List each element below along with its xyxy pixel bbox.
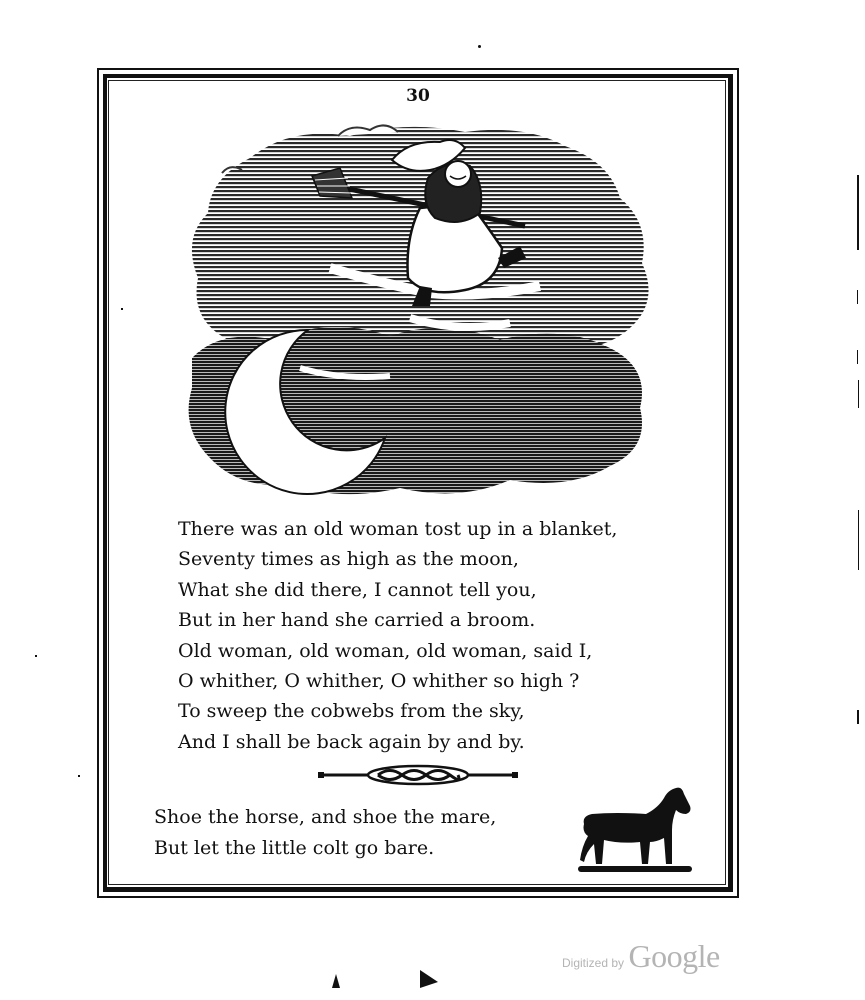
digitized-by-google-watermark bbox=[562, 938, 720, 975]
scan-edge-mark bbox=[857, 290, 858, 304]
scan-edge-mark bbox=[857, 175, 859, 250]
page-number: 30 bbox=[406, 86, 430, 106]
scan-edge-mark bbox=[858, 510, 859, 570]
scan-artifact bbox=[322, 966, 442, 992]
verse-line: To sweep the cobwebs from the sky, bbox=[178, 700, 525, 723]
rhyme-shoe-the-horse bbox=[154, 802, 496, 864]
verse-line: What she did there, I cannot tell you, bbox=[178, 578, 537, 601]
verse-line: And I shall be back again by and by. bbox=[178, 730, 525, 753]
scan-edge-mark bbox=[857, 350, 858, 364]
rope-knot-divider-icon bbox=[318, 764, 518, 786]
horse-silhouette-icon bbox=[576, 786, 696, 878]
scan-speck bbox=[78, 775, 80, 777]
verse-line: There was an old woman tost up in a blanket, bbox=[178, 518, 618, 540]
rhyme-old-woman bbox=[178, 514, 617, 757]
verse-line: But in her hand she carried a broom. bbox=[178, 609, 536, 632]
verse-line: Seventy times as high as the moon, bbox=[178, 548, 519, 571]
scan-speck bbox=[478, 45, 481, 48]
verse-line: Old woman, old woman, old woman, said I, bbox=[178, 639, 593, 662]
verse-line: Shoe the horse, and shoe the mare, bbox=[154, 806, 497, 828]
verse-line: O whither, O whither, O whither so high ? bbox=[178, 670, 580, 693]
scan-edge-mark bbox=[857, 710, 859, 724]
watermark-prefix: Digitized by bbox=[562, 956, 625, 970]
old-woman-on-broom-over-crescent-moon-icon bbox=[180, 118, 660, 503]
scan-edge-mark bbox=[858, 380, 859, 408]
google-logo-text: Google bbox=[628, 938, 720, 974]
scan-speck bbox=[35, 655, 37, 657]
verse-line: But let the little colt go bare. bbox=[154, 837, 435, 859]
